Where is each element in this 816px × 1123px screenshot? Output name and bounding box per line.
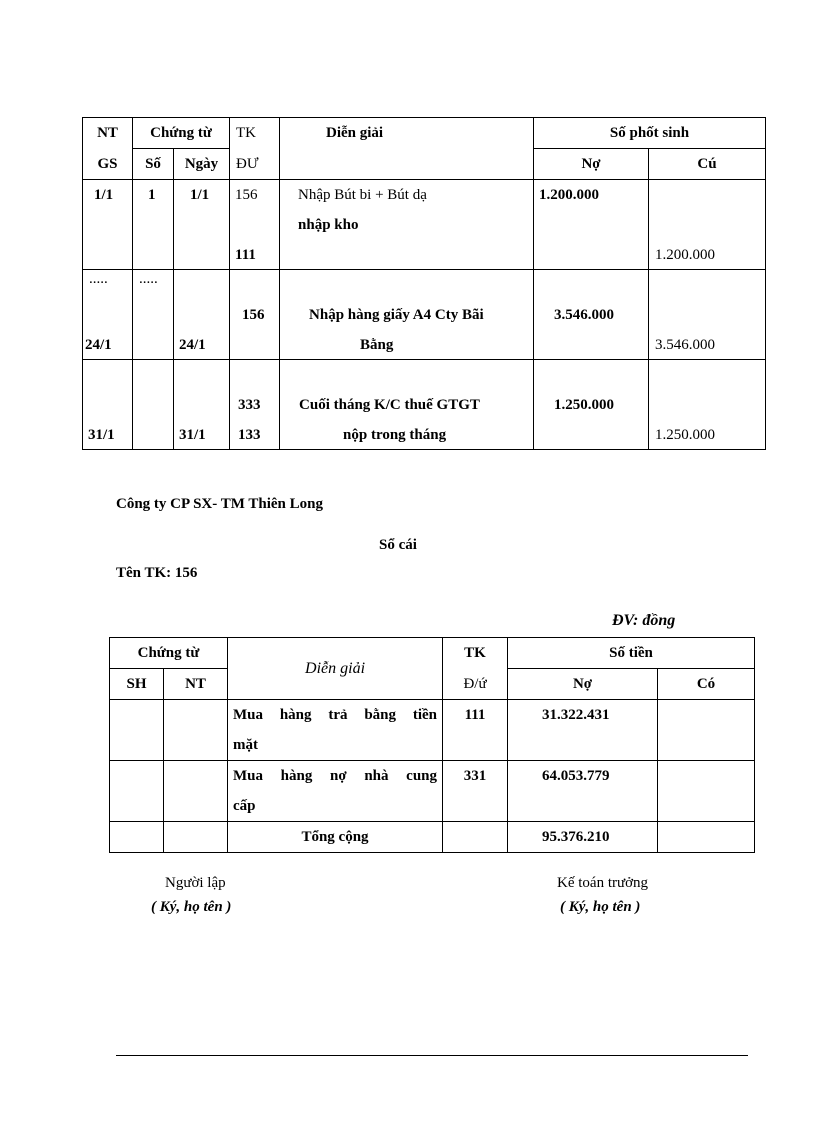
header-so-phat-sinh: Số phốt sinh <box>534 118 766 149</box>
ledger-row2-tk: 331 <box>443 761 508 822</box>
row3-tk2: 133 <box>238 427 261 443</box>
journal-table <box>82 117 766 450</box>
ledger-total-label: Tổng cộng <box>228 822 443 853</box>
header-no: Nợ <box>534 149 649 180</box>
table-row <box>83 360 766 450</box>
table-row <box>83 270 766 360</box>
ledger-row1-desc1: Mua hàng trả bằng tiền <box>233 707 438 723</box>
ledger-row1-tk: 111 <box>443 700 508 761</box>
row1-ngay: 1/1 <box>190 187 210 203</box>
header-nt: NT <box>83 118 133 149</box>
row3-no: 1.250.000 <box>554 397 615 413</box>
ledger-header-co: Có <box>658 669 755 700</box>
ledger-header-du: Đ/ứ <box>443 669 508 700</box>
header-chung-tu: Chứng từ <box>133 118 230 149</box>
row2-so-dots: ..... <box>139 271 158 287</box>
row1-nt: 1/1 <box>94 187 114 203</box>
preparer-label: Người lập <box>165 875 226 891</box>
row2-no: 3.546.000 <box>554 307 615 323</box>
row2-desc1: Nhập hàng giấy A4 Cty Bãi <box>309 307 484 323</box>
row3-desc1: Cuối tháng K/C thuế GTGT <box>299 397 480 413</box>
ledger-header-chung-tu: Chứng từ <box>110 638 228 669</box>
ledger-row1-desc2: mặt <box>233 737 259 753</box>
ledger-row2-desc1: Mua hàng nợ nhà cung <box>233 768 438 784</box>
table-row <box>83 180 766 270</box>
row1-so: 1 <box>148 187 156 203</box>
table-row-total <box>110 822 755 853</box>
ledger-row1-no: 31.322.431 <box>508 700 658 761</box>
company-name: Công ty CP SX- TM Thiên Long <box>116 496 323 512</box>
row3-ngay: 31/1 <box>179 427 206 443</box>
row2-ngay: 24/1 <box>179 337 206 353</box>
row1-desc1: Nhập Bút bi + Bút dạ <box>298 187 427 203</box>
ledger-header-no: Nợ <box>508 669 658 700</box>
account-name: Tên TK: 156 <box>116 565 198 581</box>
chief-accountant-label: Kế toán trưởng <box>557 875 649 891</box>
row1-desc2: nhập kho <box>298 217 359 233</box>
row1-no: 1.200.000 <box>539 187 600 203</box>
table-row <box>110 761 755 822</box>
row1-co: 1.200.000 <box>655 247 716 263</box>
unit-label: ĐV: đồng <box>612 612 676 629</box>
header-tk: TK <box>230 118 280 149</box>
footer-divider <box>116 1055 748 1056</box>
header-dien-giai: Diễn giải <box>280 118 534 180</box>
header-ngay: Ngày <box>174 149 230 180</box>
ledger-total-no: 95.376.210 <box>508 822 658 853</box>
header-gs: GS <box>83 149 133 180</box>
preparer-note: ( Ký, họ tên ) <box>151 899 232 915</box>
row2-tk1: 156 <box>242 307 265 323</box>
row3-nt: 31/1 <box>88 427 115 443</box>
row2-nt: 24/1 <box>85 337 112 353</box>
row3-co: 1.250.000 <box>655 427 716 443</box>
ledger-row2-no: 64.053.779 <box>508 761 658 822</box>
row1-tk1: 156 <box>235 187 258 203</box>
ledger-header-so-tien: Số tiền <box>508 638 755 669</box>
header-du: ĐƯ <box>230 149 280 180</box>
row3-desc2: nộp trong tháng <box>343 427 447 443</box>
ledger-header-tk: TK <box>443 638 508 669</box>
header-co: Cú <box>649 149 766 180</box>
row1-tk2: 111 <box>235 247 256 263</box>
ledger-row2-desc2: cấp <box>233 798 256 814</box>
row2-co: 3.546.000 <box>655 337 716 353</box>
row2-desc2: Bằng <box>360 337 394 353</box>
row2-nt-dots: ..... <box>89 271 108 287</box>
ledger-table <box>109 637 755 853</box>
chief-accountant-note: ( Ký, họ tên ) <box>560 899 641 915</box>
header-so: Số <box>133 149 174 180</box>
table-row <box>110 700 755 761</box>
ledger-title: Sổ cái <box>379 537 417 553</box>
row3-tk1: 333 <box>238 397 261 413</box>
ledger-header-nt: NT <box>164 669 228 700</box>
ledger-header-sh: SH <box>110 669 164 700</box>
ledger-header-dien-giai: Diễn giải <box>228 638 443 700</box>
